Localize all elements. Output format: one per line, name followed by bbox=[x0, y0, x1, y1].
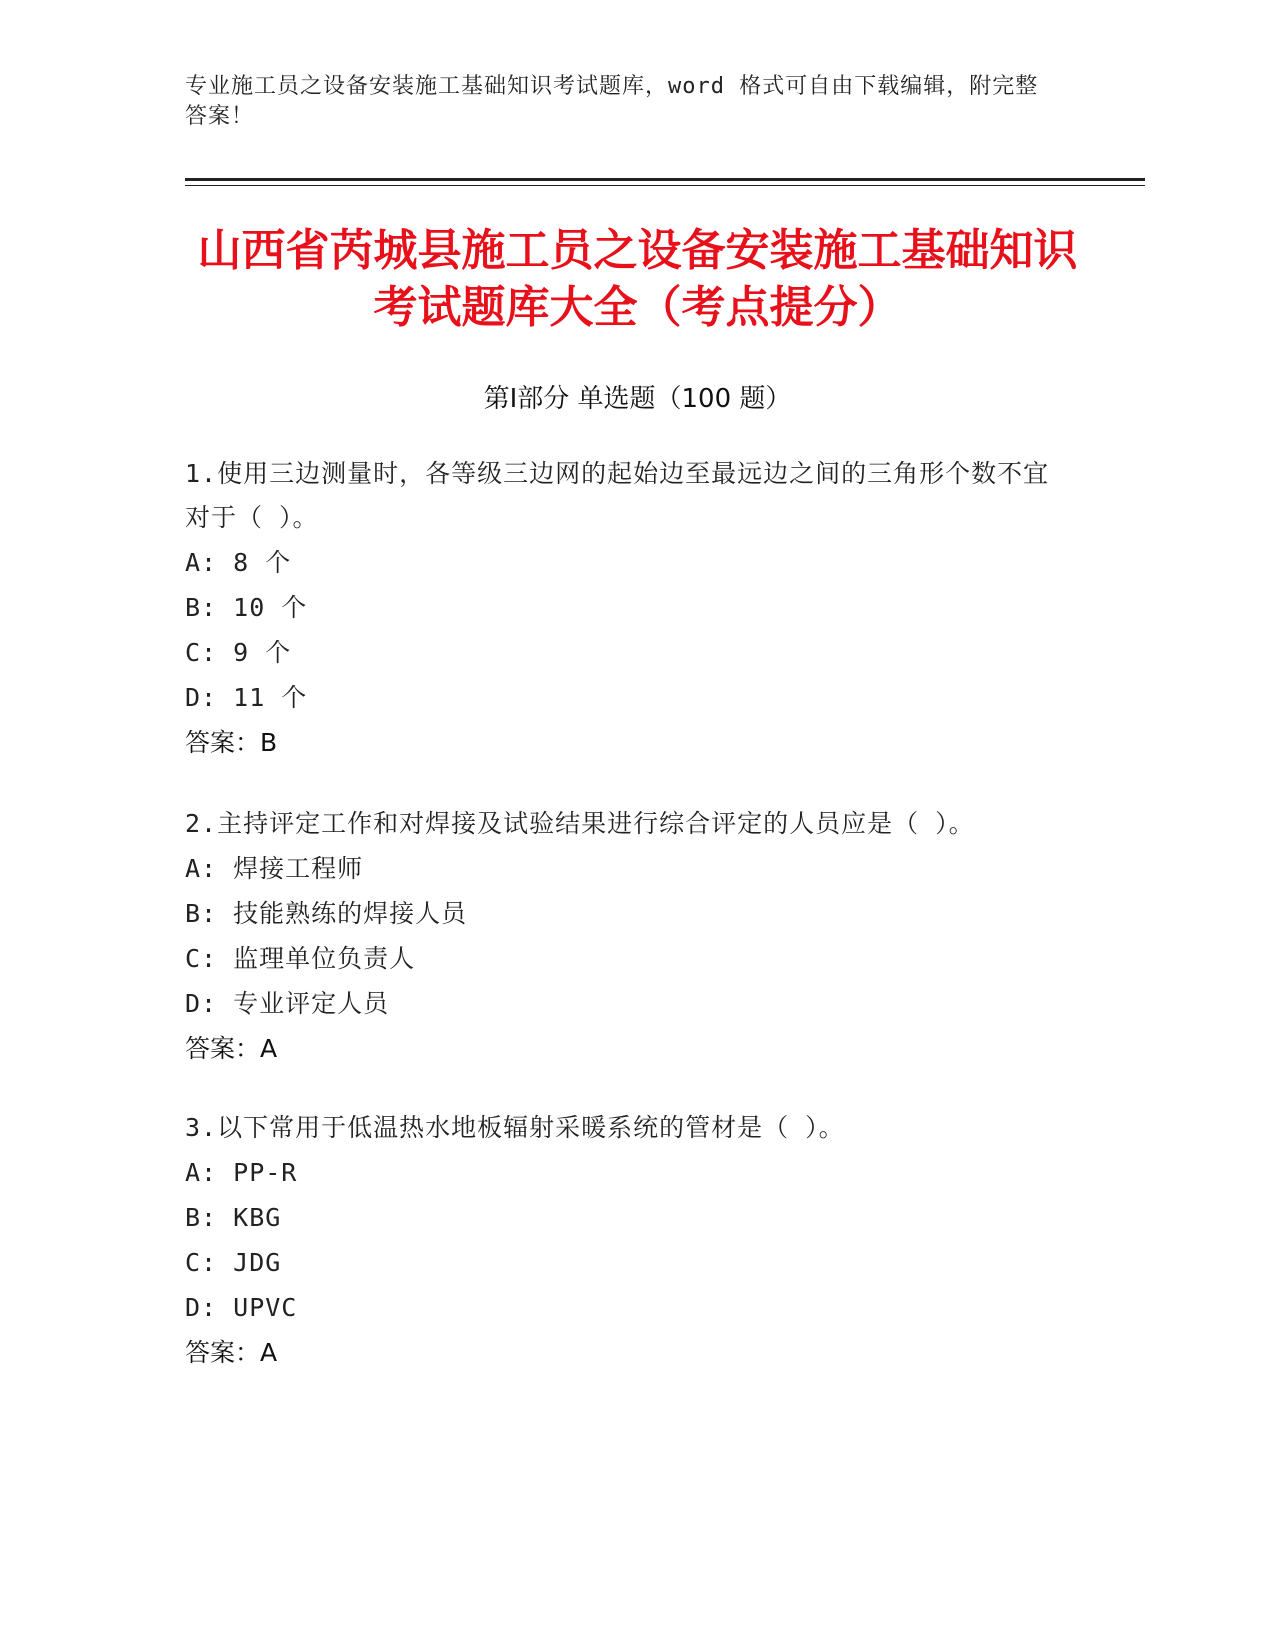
option-d: D: 专业评定人员 bbox=[185, 989, 390, 1018]
answer: 答案：A bbox=[185, 1338, 278, 1367]
header-note: 专业施工员之设备安装施工基础知识考试题库，word 格式可自由下载编辑，附完整答案！ bbox=[185, 74, 1039, 129]
option-c: C: 监理单位负责人 bbox=[185, 944, 416, 973]
option-a: A: 8 个 bbox=[185, 548, 292, 577]
option-d: D: 11 个 bbox=[185, 683, 308, 712]
question-stem: 2.主持评定工作和对焊接及试验结果进行综合评定的人员应是（ ）。 bbox=[185, 809, 975, 838]
option-b: B: 技能熟练的焊接人员 bbox=[185, 899, 468, 928]
question-2 bbox=[185, 802, 1065, 1072]
answer: 答案：B bbox=[185, 728, 278, 757]
header-rule-thick bbox=[185, 178, 1145, 181]
section-title: 第Ⅰ部分 单选题（100 题） bbox=[483, 384, 792, 414]
option-b: B: KBG bbox=[185, 1203, 282, 1232]
header-rule-thin bbox=[185, 185, 1145, 186]
option-a: A: PP-R bbox=[185, 1158, 298, 1187]
option-b: B: 10 个 bbox=[185, 593, 308, 622]
question-stem: 1.使用三边测量时，各等级三边网的起始边至最远边之间的三角形个数不宜对于（ ）。 bbox=[185, 459, 1050, 532]
document-title: 山西省芮城县施工员之设备安装施工基础知识考试题库大全（考点提分） bbox=[197, 225, 1078, 333]
question-1 bbox=[185, 452, 1065, 766]
option-c: C: 9 个 bbox=[185, 638, 292, 667]
option-d: D: UPVC bbox=[185, 1293, 298, 1322]
option-c: C: JDG bbox=[185, 1248, 282, 1277]
option-a: A: 焊接工程师 bbox=[185, 854, 364, 883]
question-3 bbox=[185, 1106, 1065, 1376]
answer: 答案：A bbox=[185, 1034, 278, 1063]
question-stem: 3.以下常用于低温热水地板辐射采暖系统的管材是（ ）。 bbox=[185, 1113, 845, 1142]
